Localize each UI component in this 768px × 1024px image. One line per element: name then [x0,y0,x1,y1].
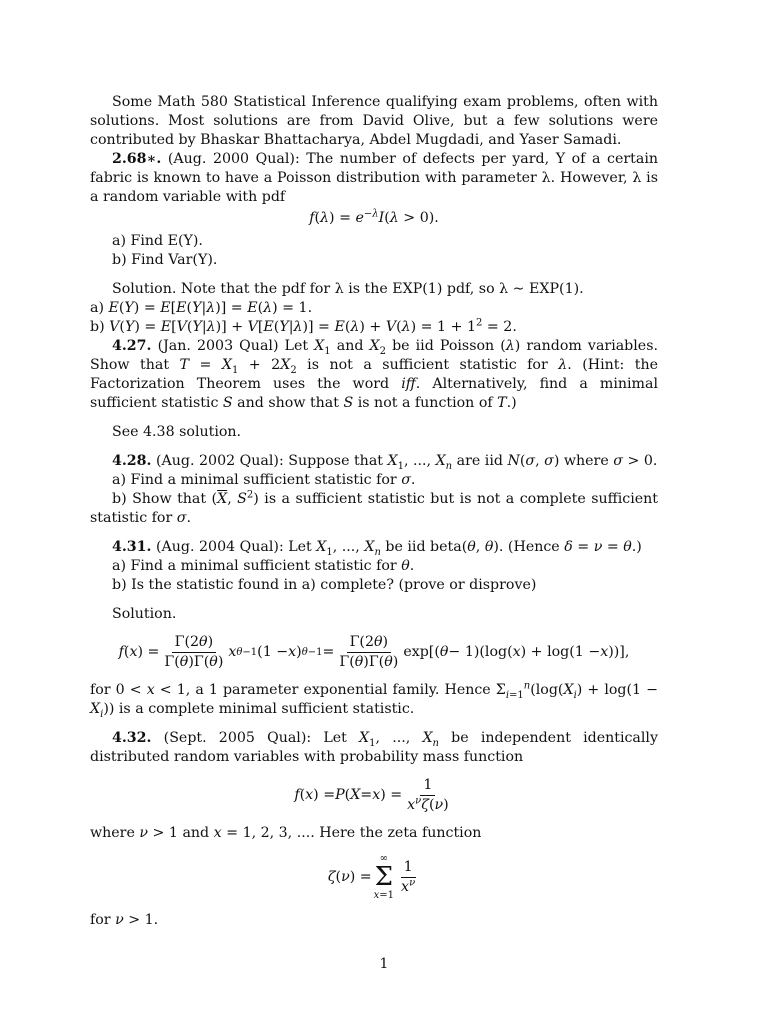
problem-number: 4.27. [112,338,152,354]
equation-pdf-lambda: $f(\lambda) = e^{-\lambda}I(\lambda > 0)$. [309,208,439,226]
problem-4-32: 4.32. (Sept. 2005 Qual): Let $X_1$, ..., $X_n$ be independent identically distributed random variables with probability mass function [90,730,658,765]
solution-a: a) E(Y) = E[E(Y|λ)] = E(λ) = 1. [90,300,313,316]
problem-number: 4.31. [112,539,152,555]
solution-b: b) $V(Y) = E[V(Y|\lambda)] + V[E(Y|\lambda)] = E(\lambda) + V(\lambda) = 1 + 1^2 = 2$. [90,317,517,335]
where-text: where ν > 1 and x = 1, 2, 3, .... Here the zeta function [90,825,482,841]
page-number: 1 [379,956,389,972]
solution-text: Solution. Note that the pdf for λ is the EXP(1) pdf, so λ ∼ EXP(1). [112,281,584,297]
part-a: a) Find a minimal sufficient statistic for θ. [112,558,415,574]
problem-4-27: 4.27. (Jan. 2003 Qual) Let $X_1$ and $X_2$ be iid Poisson (λ) random variables. Show that $T = X_1 + 2X_2$ is not a sufficient statistic for λ. (Hint: the Factorization Theorem uses the word iff. Alternatively, find a minimal sufficient statistic S and show that S is not a function of T.) [90,338,659,411]
paper-page [90,93,658,930]
problem-text: (Aug. 2000 Qual): The number of defects per yard, Y of a certain fabric is known to have a Poisson distribution with parameter λ. However, λ is a random variable with pdf [90,151,658,205]
solution-label: Solution. [112,606,177,622]
see-solution: See 4.38 solution. [112,424,242,440]
problem-number: 4.28. [112,453,152,469]
part-a: a) Find E(Y). [112,233,203,249]
problem-number: 2.68∗. [112,151,162,167]
intro-paragraph: Some Math 580 Statistical Inference qualifying exam problems, often with solutions. Most solutions are from David Olive, but a few solutions were contributed by Bhaskar Bhattacharya, Abdel Mugdadi, and Yaser Samadi. [90,94,658,148]
part-b: b) Show that ($\overline{X}$, $S^2$) is a sufficient statistic but is not a complete sufficient statistic for σ. [90,489,658,526]
equation-zeta-pmf: f ( x ) = P ( X = x ) = $\frac{1}{x^\nu\zeta(\nu)}$ [294,777,449,813]
part-b: b) Is the statistic found in a) complete? (prove or disprove) [112,577,537,593]
problem-4-31: 4.31. (Aug. 2004 Qual): Let $X_1$, ..., $X_n$ be iid beta(θ, θ). (Hence δ = ν = θ.) [112,539,642,558]
problem-2-68 [90,150,658,207]
equation-zeta-function: ζ ( ν ) = ∞ Σ x=1 $\frac{1}{x^\nu}$ [327,853,416,901]
problem-number: 4.32. [112,730,152,746]
for-text: for ν > 1. [90,912,159,928]
part-b: b) Find Var(Y). [112,252,218,268]
problem-4-28: 4.28. (Aug. 2002 Qual): Suppose that $X_1$, ..., $X_n$ are iid N(σ, σ) where σ > 0. [112,453,658,472]
part-a: a) Find a minimal sufficient statistic for σ. [112,472,416,488]
solution-conclusion: for 0 < x < 1, a 1 parameter exponential family. Hence $\Sigma_{i=1}^n(\log(X_i) + \log(1 - X_i))$ is a complete minimal sufficient statistic. [90,680,658,720]
equation-beta-pdf: f ( x ) = $\frac{\Gamma(2\theta)}{\Gamma(\theta)\Gamma(\theta)}$ x θ−1 (1 − x ) θ−1 = $\frac{\Gamma(2\theta)}{\Gamma(\theta)\Gamma(\theta)}$ exp[( θ − 1)(log( x ) + log(1 − x ))], [118,634,630,670]
